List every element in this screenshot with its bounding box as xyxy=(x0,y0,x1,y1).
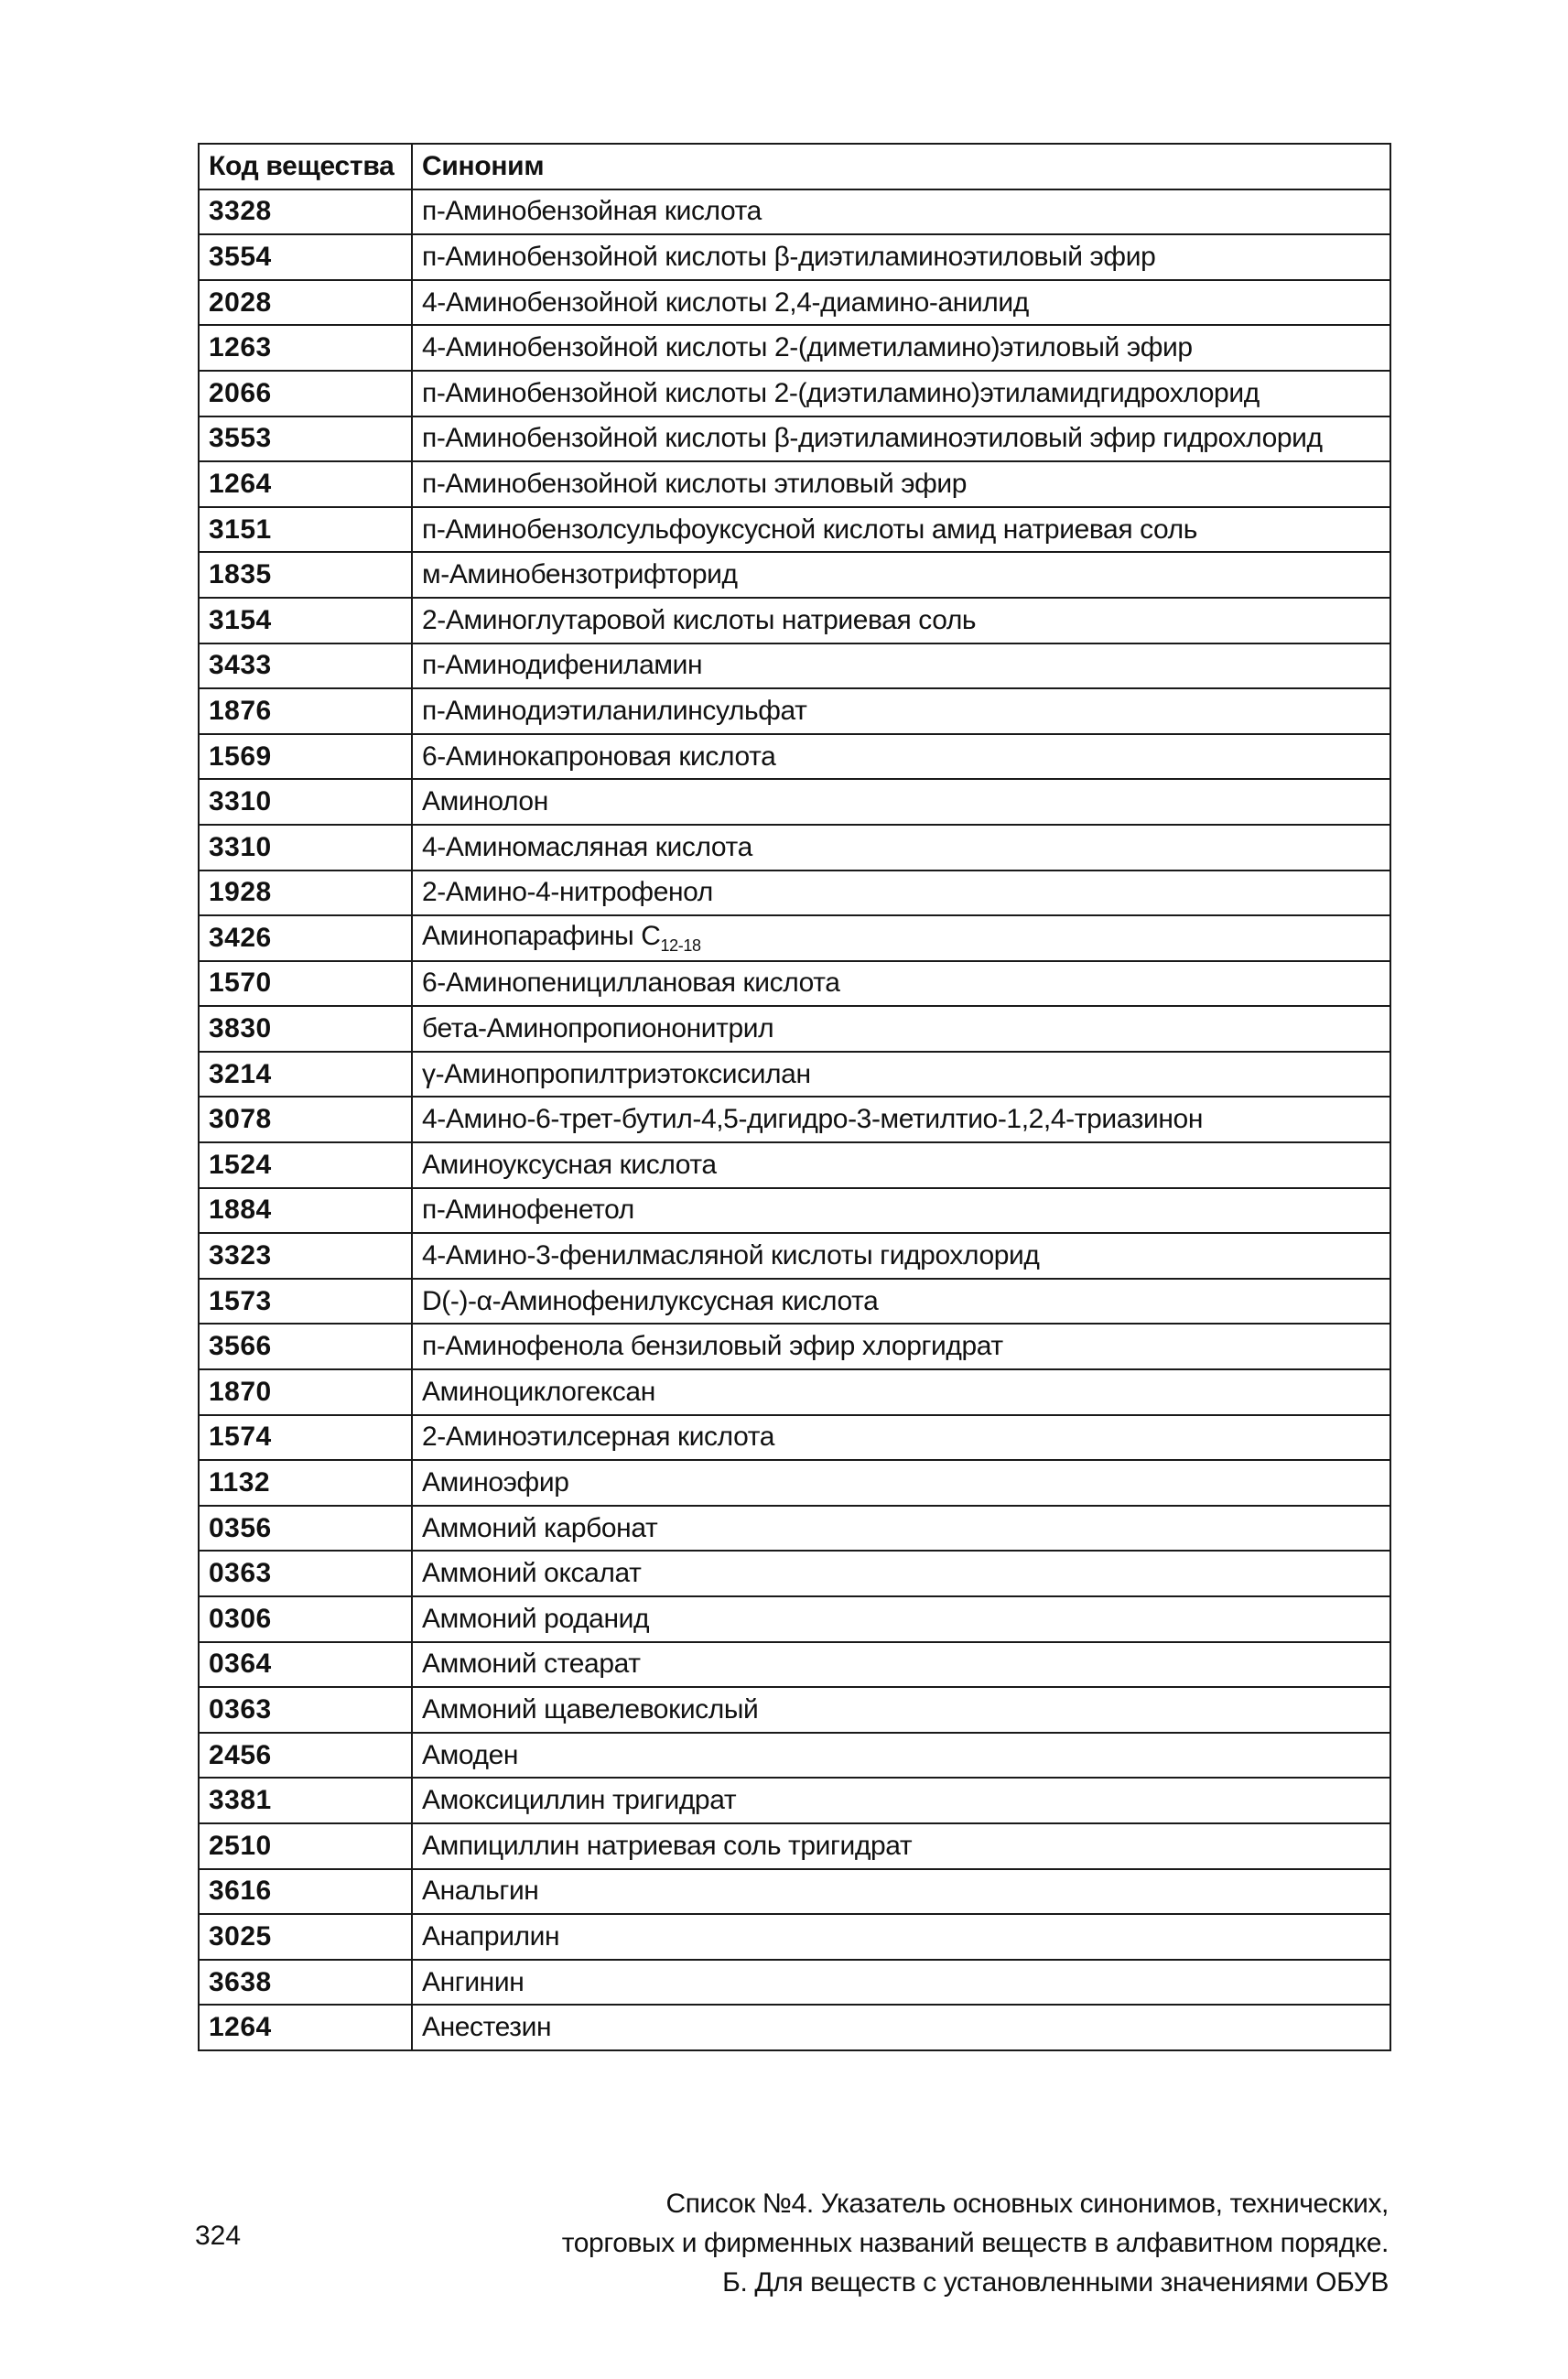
synonym-cell xyxy=(412,688,1390,734)
synonym-text: 4-Аминобензойной кислоты 2,4-диамино-анилид xyxy=(422,287,1029,318)
table-row xyxy=(199,1415,1390,1461)
synonym-cell xyxy=(412,1460,1390,1506)
synonym-text: Аминоуксусная кислота xyxy=(422,1149,717,1180)
substance-code: 3323 xyxy=(199,1233,412,1279)
caption-line: Список №4. Указатель основных синонимов, технических, xyxy=(665,2189,1389,2219)
synonym-cell xyxy=(412,779,1390,825)
synonym-cell xyxy=(412,1869,1390,1915)
synonym-cell xyxy=(412,598,1390,643)
substance-code: 3151 xyxy=(199,507,412,553)
table-row xyxy=(199,734,1390,780)
synonym-cell xyxy=(412,1506,1390,1552)
synonym-text: п-Аминобензолсульфоуксусной кислоты амид натриевая соль xyxy=(422,514,1198,545)
table-row xyxy=(199,598,1390,643)
table-row xyxy=(199,371,1390,416)
synonym-text: Аминоциклогексан xyxy=(422,1376,655,1407)
synonym-text: Ампициллин натриевая соль тригидрат xyxy=(422,1830,913,1861)
substance-code: 3830 xyxy=(199,1006,412,1052)
synonym-cell xyxy=(412,1052,1390,1098)
synonym-text: п-Аминофенола бензиловый эфир хлоргидрат xyxy=(422,1331,1003,1362)
synonym-cell xyxy=(412,825,1390,870)
table-row xyxy=(199,552,1390,598)
table-row xyxy=(199,1097,1390,1142)
substance-code: 3554 xyxy=(199,234,412,280)
synonym-text: Аммоний стеарат xyxy=(422,1649,641,1680)
table-row xyxy=(199,1914,1390,1960)
synonym-cell xyxy=(412,1914,1390,1960)
synonym-cell xyxy=(412,2005,1390,2050)
synonym-text: Аминопарафины С xyxy=(422,920,661,951)
synonym-cell xyxy=(412,1369,1390,1415)
substance-code: 1570 xyxy=(199,961,412,1007)
synonym-text: 2-Аминоэтилсерная кислота xyxy=(422,1422,775,1453)
synonym-text: п-Аминобензойной кислоты этиловый эфир xyxy=(422,468,968,499)
table-row xyxy=(199,1279,1390,1325)
synonym-cell xyxy=(412,1097,1390,1142)
substance-code: 1132 xyxy=(199,1460,412,1506)
substance-code: 0356 xyxy=(199,1506,412,1552)
synonym-text: γ-Аминопропилтриэтоксисилан xyxy=(422,1058,811,1089)
synonym-cell xyxy=(412,1596,1390,1642)
synonym-text: п-Аминобензойная кислота xyxy=(422,196,762,227)
table-row xyxy=(199,325,1390,371)
column-header-synonym: Синоним xyxy=(412,144,1390,189)
synonym-text: Аминоэфир xyxy=(422,1467,569,1498)
substance-code: 1876 xyxy=(199,688,412,734)
synonym-text: Амоксициллин тригидрат xyxy=(422,1785,737,1816)
synonym-subscript: 12-18 xyxy=(660,935,701,955)
substance-code: 3433 xyxy=(199,643,412,689)
substance-code: 1264 xyxy=(199,461,412,507)
synonym-cell xyxy=(412,1006,1390,1052)
substance-code: 3566 xyxy=(199,1324,412,1369)
substance-code: 1569 xyxy=(199,734,412,780)
table-row xyxy=(199,688,1390,734)
column-header-code: Код вещества xyxy=(199,144,412,189)
synonym-cell xyxy=(412,1233,1390,1279)
synonym-cell xyxy=(412,1733,1390,1779)
synonym-text: п-Аминобензойной кислоты β-диэтиламиноэтиловый эфир гидрохлорид xyxy=(422,423,1323,454)
synonym-cell xyxy=(412,870,1390,916)
synonym-text: 6-Аминопенициллановая кислота xyxy=(422,968,840,999)
substance-code: 3616 xyxy=(199,1869,412,1915)
synonym-text: Ангинин xyxy=(422,1966,524,1997)
synonym-cell xyxy=(412,280,1390,326)
synonym-cell xyxy=(412,461,1390,507)
synonym-cell xyxy=(412,1279,1390,1325)
table-row xyxy=(199,461,1390,507)
table-row xyxy=(199,2005,1390,2050)
synonym-text: 4-Аминобензойной кислоты 2-(диметиламино)этиловый эфир xyxy=(422,332,1193,363)
synonym-cell xyxy=(412,1324,1390,1369)
substance-code: 1573 xyxy=(199,1279,412,1325)
table-row xyxy=(199,1687,1390,1733)
synonym-text: 2-Аминоглутаровой кислоты натриевая соль xyxy=(422,604,977,635)
synonym-text: 4-Аминомасляная кислота xyxy=(422,831,752,862)
substance-code: 0306 xyxy=(199,1596,412,1642)
substance-code: 1574 xyxy=(199,1415,412,1461)
synonym-cell xyxy=(412,371,1390,416)
substance-code: 3426 xyxy=(199,915,412,961)
table-row xyxy=(199,961,1390,1007)
table-row xyxy=(199,1960,1390,2006)
synonym-cell xyxy=(412,1415,1390,1461)
table-row xyxy=(199,507,1390,553)
synonym-cell xyxy=(412,189,1390,235)
substance-code: 1263 xyxy=(199,325,412,371)
substance-code: 3553 xyxy=(199,416,412,462)
synonym-cell xyxy=(412,325,1390,371)
substance-code: 0364 xyxy=(199,1642,412,1688)
synonym-cell xyxy=(412,643,1390,689)
table-row xyxy=(199,915,1390,961)
synonym-cell xyxy=(412,507,1390,553)
substance-code: 3154 xyxy=(199,598,412,643)
synonym-cell xyxy=(412,1823,1390,1869)
substance-code: 3078 xyxy=(199,1097,412,1142)
substance-code: 3638 xyxy=(199,1960,412,2006)
table-row xyxy=(199,416,1390,462)
substance-code: 1928 xyxy=(199,870,412,916)
synonym-text: Анестезин xyxy=(422,2012,552,2043)
table-row xyxy=(199,1823,1390,1869)
substance-code: 3381 xyxy=(199,1778,412,1823)
substance-code: 3310 xyxy=(199,779,412,825)
synonym-text: бета-Аминопропиононитрил xyxy=(422,1013,774,1044)
table-row xyxy=(199,1551,1390,1596)
table-row xyxy=(199,1733,1390,1779)
table-header-row xyxy=(199,144,1390,189)
substance-code: 1884 xyxy=(199,1188,412,1234)
synonym-text: Анальгин xyxy=(422,1876,539,1907)
caption-line: Б. Для веществ с установленными значениями ОБУВ xyxy=(722,2267,1389,2298)
synonym-text: Аминолон xyxy=(422,786,548,817)
synonym-text: Амоден xyxy=(422,1739,519,1770)
synonym-text: Аммоний щавелевокислый xyxy=(422,1693,759,1725)
table-row xyxy=(199,1778,1390,1823)
table-row xyxy=(199,1596,1390,1642)
table-row xyxy=(199,1642,1390,1688)
synonym-text: Анаприлин xyxy=(422,1920,560,1952)
synonym-cell xyxy=(412,961,1390,1007)
table-row xyxy=(199,779,1390,825)
synonym-cell xyxy=(412,1188,1390,1234)
substance-code: 3310 xyxy=(199,825,412,870)
table-row xyxy=(199,1233,1390,1279)
table-row xyxy=(199,1506,1390,1552)
substance-code: 1835 xyxy=(199,552,412,598)
table-row xyxy=(199,1006,1390,1052)
table-row xyxy=(199,1869,1390,1915)
synonym-text: 4-Амино-3-фенилмасляной кислоты гидрохлорид xyxy=(422,1240,1040,1271)
synonym-cell xyxy=(412,734,1390,780)
synonym-text: Аммоний карбонат xyxy=(422,1512,658,1543)
table-row xyxy=(199,1324,1390,1369)
table-row xyxy=(199,1460,1390,1506)
table-body xyxy=(199,189,1390,2050)
table-row xyxy=(199,234,1390,280)
substance-code: 0363 xyxy=(199,1687,412,1733)
caption-line: торговых и фирменных названий веществ в алфавитном порядке. xyxy=(561,2228,1389,2258)
substance-code: 2510 xyxy=(199,1823,412,1869)
substance-code: 2456 xyxy=(199,1733,412,1779)
synonym-cell xyxy=(412,915,1390,961)
synonym-cell xyxy=(412,1778,1390,1823)
table-row xyxy=(199,643,1390,689)
substance-code: 0363 xyxy=(199,1551,412,1596)
substance-code: 3328 xyxy=(199,189,412,235)
synonym-text: п-Аминодиэтиланилинсульфат xyxy=(422,695,807,726)
table-row xyxy=(199,825,1390,870)
synonyms-table xyxy=(198,143,1391,2051)
synonym-text: п-Аминобензойной кислоты β-диэтиламиноэтиловый эфир xyxy=(422,241,1156,272)
page-caption xyxy=(562,2184,1389,2302)
synonym-text: п-Аминофенетол xyxy=(422,1195,634,1226)
synonym-text: Аммоний оксалат xyxy=(422,1558,642,1589)
synonym-cell xyxy=(412,1960,1390,2006)
substance-code: 1870 xyxy=(199,1369,412,1415)
substance-code: 3214 xyxy=(199,1052,412,1098)
substance-code: 1264 xyxy=(199,2005,412,2050)
synonym-cell xyxy=(412,1142,1390,1188)
synonym-cell xyxy=(412,552,1390,598)
synonym-cell xyxy=(412,1551,1390,1596)
synonym-cell xyxy=(412,1687,1390,1733)
substance-code: 2066 xyxy=(199,371,412,416)
synonym-cell xyxy=(412,1642,1390,1688)
table-row xyxy=(199,1188,1390,1234)
synonym-text: п-Аминобензойной кислоты 2-(диэтиламино)этиламидгидрохлорид xyxy=(422,377,1260,408)
table-row xyxy=(199,1052,1390,1098)
synonym-text: п-Аминодифениламин xyxy=(422,650,703,681)
synonym-text: 6-Аминокапроновая кислота xyxy=(422,741,776,772)
synonym-cell xyxy=(412,234,1390,280)
synonym-cell xyxy=(412,416,1390,462)
synonym-text: 4-Амино-6-трет-бутил-4,5-дигидро-3-метилтио-1,2,4-триазинон xyxy=(422,1104,1204,1135)
substance-code: 3025 xyxy=(199,1914,412,1960)
page-number: 324 xyxy=(195,2221,242,2251)
table-row xyxy=(199,189,1390,235)
substance-code: 2028 xyxy=(199,280,412,326)
table-row xyxy=(199,870,1390,916)
synonym-text: м-Аминобензотрифторид xyxy=(422,559,738,590)
substance-code: 1524 xyxy=(199,1142,412,1188)
synonym-text: 2-Амино-4-нитрофенол xyxy=(422,877,713,908)
synonym-text: D(-)-α-Аминофенилуксусная кислота xyxy=(422,1285,879,1316)
table-row xyxy=(199,280,1390,326)
table-row xyxy=(199,1142,1390,1188)
table-row xyxy=(199,1369,1390,1415)
synonym-text: Аммоний роданид xyxy=(422,1603,650,1634)
